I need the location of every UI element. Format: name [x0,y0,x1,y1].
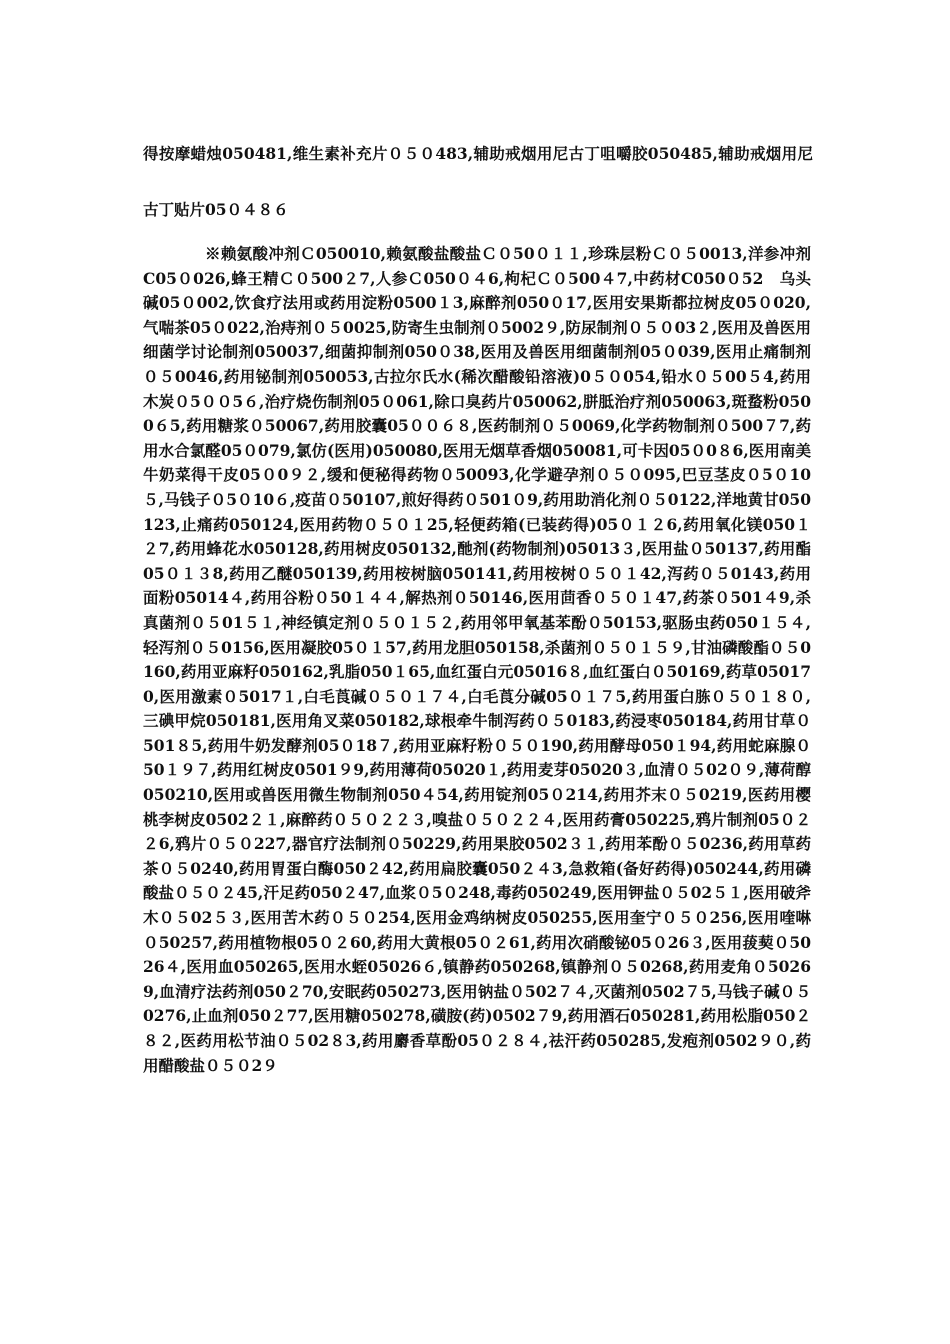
intro-paragraph: 得按摩蜡烛050481,维生素补充片０５０483,辅助戒烟用尼古丁咀嚼胶050485,辅助戒烟用尼古丁贴片05０４８６ [143,144,813,219]
body-paragraph: ※赖氨酸冲剂Ｃ050010,赖氨酸盐酸盐Ｃ０50０１１,珍珠层粉Ｃ０５0013,洋参冲剂C05０026,蜂王精Ｃ０500２7,人参Ｃ050０４6,枸杞Ｃ０500４7,中药材C050０52 乌头碱05０002,饮食疗法用或药用淀粉0500１3,麻醉剂050０17,医用安果斯都拉树皮05０020,气喘茶05０022,治痔剂０５0025,防寄生虫制剂０5002９,防尿制剂０５０03２,医用及兽医用细菌学讨论制剂050037,细菌抑制剂050０38,医用及兽医用细菌制剂05０039,医用止痛制剂０５0046,药用铋制剂050053,古拉尔氏水(稀次醋酸铅溶液)0５０054,铅水０５00５4,药用木炭０5００5６,治疗烧伤制剂05０061,除口臭药片050062,胼胝治疗剂050063,斑蝥粉0500６5,药用糖浆０50067,药用胶囊05００６８,医药制剂０５0069,化学药物制剂０500７7,药用水合氯醛05０079,氯仿(医用)050080,医用无烟草香烟050081,可卡因05０0８6,医用南美牛奶菜得干皮05０0９２,缓和便秘得药物０50093,化学避孕剂０５０095,巴豆茎皮０5０10５,马钱子０5０10６,疫苗０50107,煎好得药０501０9,药用助消化剂０５0122,洋地黄甘050123,止痛药050124,医用药物０５０１25,轻便药箱(已装药得)05０１２6,药用氧化镁050１２7,药用蜂花水050128,药用树皮050132,酏剂(药物制剂)05013３,医用盐０50137,药用酯05０１３8,药用乙醚050139,药用桉树脑050141,药用桉树０５０１42,泻药０５0143,药用面粉05014４,药用谷粉０50１４４,解热剂０50146,医用茴香０５０１47,药茶０501４9,杀真菌剂０５01５１,神经镇定剂０５０１５２,药用邻甲氧基苯酚０50153,驱肠虫药050１５４,轻泻剂０５0156,医用凝胶05０１57,药用龙胆050158,杀菌剂０５０１５９,甘油磷酸酯０５0160,药用亚麻籽050162,乳脂050１65,血红蛋白元05016８,血红蛋白０50169,药草050170,医用激素０5017１,白毛莨碱０５０１７４,白毛莨分碱05０１７5,药用蛋白胨０５０１８０,三碘甲烷050181,医用角叉菜050182,球根牵牛制泻药０５0183,药浸枣050184,药用甘草０501８5,药用牛奶发酵剂05０18７,药用亚麻籽粉０５０190,药用酵母050１94,药用蛇麻腺０50１９７,药用红树皮0501９9,药用薄荷05020１,药用麦芽05020３,血清０５02０９,薄荷醇050210,医用或兽医用微生物制剂050４54,药用锭剂05０214,药用芥末０５0219,医药用樱桃李树皮0502２１,麻醉药０５０２２３,嗅盐０５０２２４,医用药膏050225,鸦片制剂05０２２6,鸦片０５０227,器官疗法制剂０50229,药用果胶0502３１,药用苯酚０５0236,药用草药茶０５0240,药用胃蛋白酶050２42,药用扁胶囊050２４3,急救箱(备好药得)050244,药用磷酸盐０５０２45,汗足药050２47,血浆０5０248,毒药050249,医用钾盐０５02５１,医用破斧木０５02５３,医用苦木药０５０254,医用金鸡纳树皮050255,医用奎宁０５０256,医用喹啉０50257,药用植物根05０２60,药用大黄根05０２61,药用次硝酸铋05０26３,医用菝葜０5026４,医用血050265,医用水蛭05026６,镇静药050268,镇静剂０５0268,药用麦角０50269,血清疗法药剂050２70,安眠药050273,医用钠盐０502７４,灭菌剂0502７5,马钱子碱０５0276,止血剂050２77,医用糖050278,磺胺(药)0502７9,药用酒石050281,药用松脂050２８２,医药用松节油０５02８3,药用麝香草酚05０２８４,祛汗药050285,发疱剂0502９０,药用醋酸盐０５０2９ [143,244,811,1075]
